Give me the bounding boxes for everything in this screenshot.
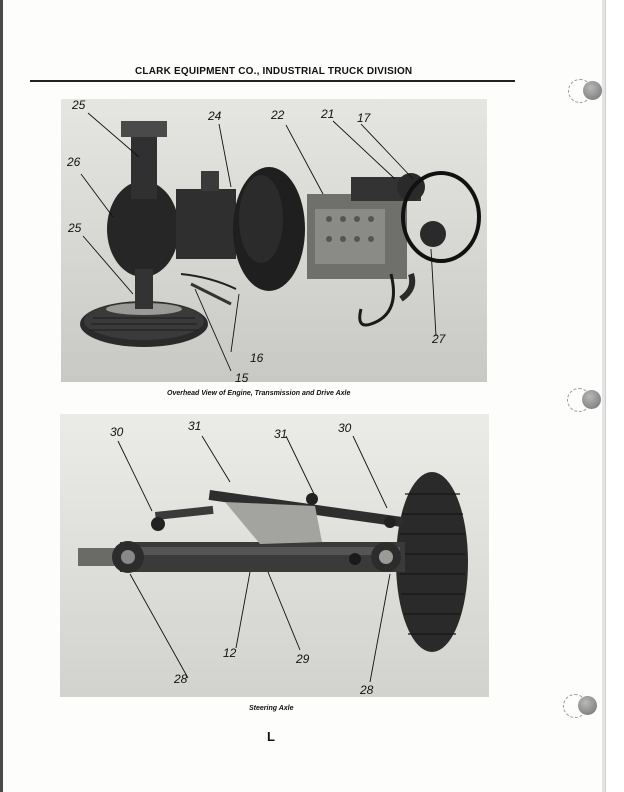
binder-hole-bottom-rim [563, 694, 587, 718]
engine-transmission-photo [61, 99, 487, 385]
figure2-callout: 28 [174, 672, 188, 686]
figure2-callout: 31 [188, 419, 202, 433]
figure1-callout: 27 [432, 332, 446, 346]
figure1-callout: 26 [67, 155, 81, 169]
figure2-callout: 30 [338, 421, 352, 435]
engine-transmission-illustration [61, 99, 487, 385]
figure2-callout: 12 [223, 646, 237, 660]
figure2-callout: 28 [360, 683, 374, 697]
figure2-callout: 30 [110, 425, 124, 439]
figure1-callout: 17 [357, 111, 371, 125]
scan-right-edge [605, 0, 624, 792]
page-letter: L [267, 729, 275, 744]
figure1-callout: 25 [72, 98, 86, 112]
binder-hole-middle-rim [567, 388, 591, 412]
figure1-callout: 25 [68, 221, 82, 235]
figure2-caption: Steering Axle [249, 705, 294, 712]
figure1-callout: 16 [250, 351, 264, 365]
figure2-callout: 31 [274, 427, 288, 441]
figure1-caption: Overhead View of Engine, Transmission and Drive Axle [167, 390, 351, 397]
steering-axle-illustration [60, 414, 489, 697]
figure1-callout: 21 [321, 107, 335, 121]
figure1-callout: 15 [235, 371, 249, 385]
binder-hole-top-rim [568, 79, 592, 103]
figure1-callout: 24 [208, 109, 222, 123]
figure2-callout: 29 [296, 652, 310, 666]
header-rule [30, 80, 515, 82]
scan-left-edge [0, 0, 3, 792]
page-header: CLARK EQUIPMENT CO., INDUSTRIAL TRUCK DIVISION [135, 66, 413, 77]
figure1-callout: 22 [271, 108, 285, 122]
steering-axle-photo [60, 414, 489, 697]
